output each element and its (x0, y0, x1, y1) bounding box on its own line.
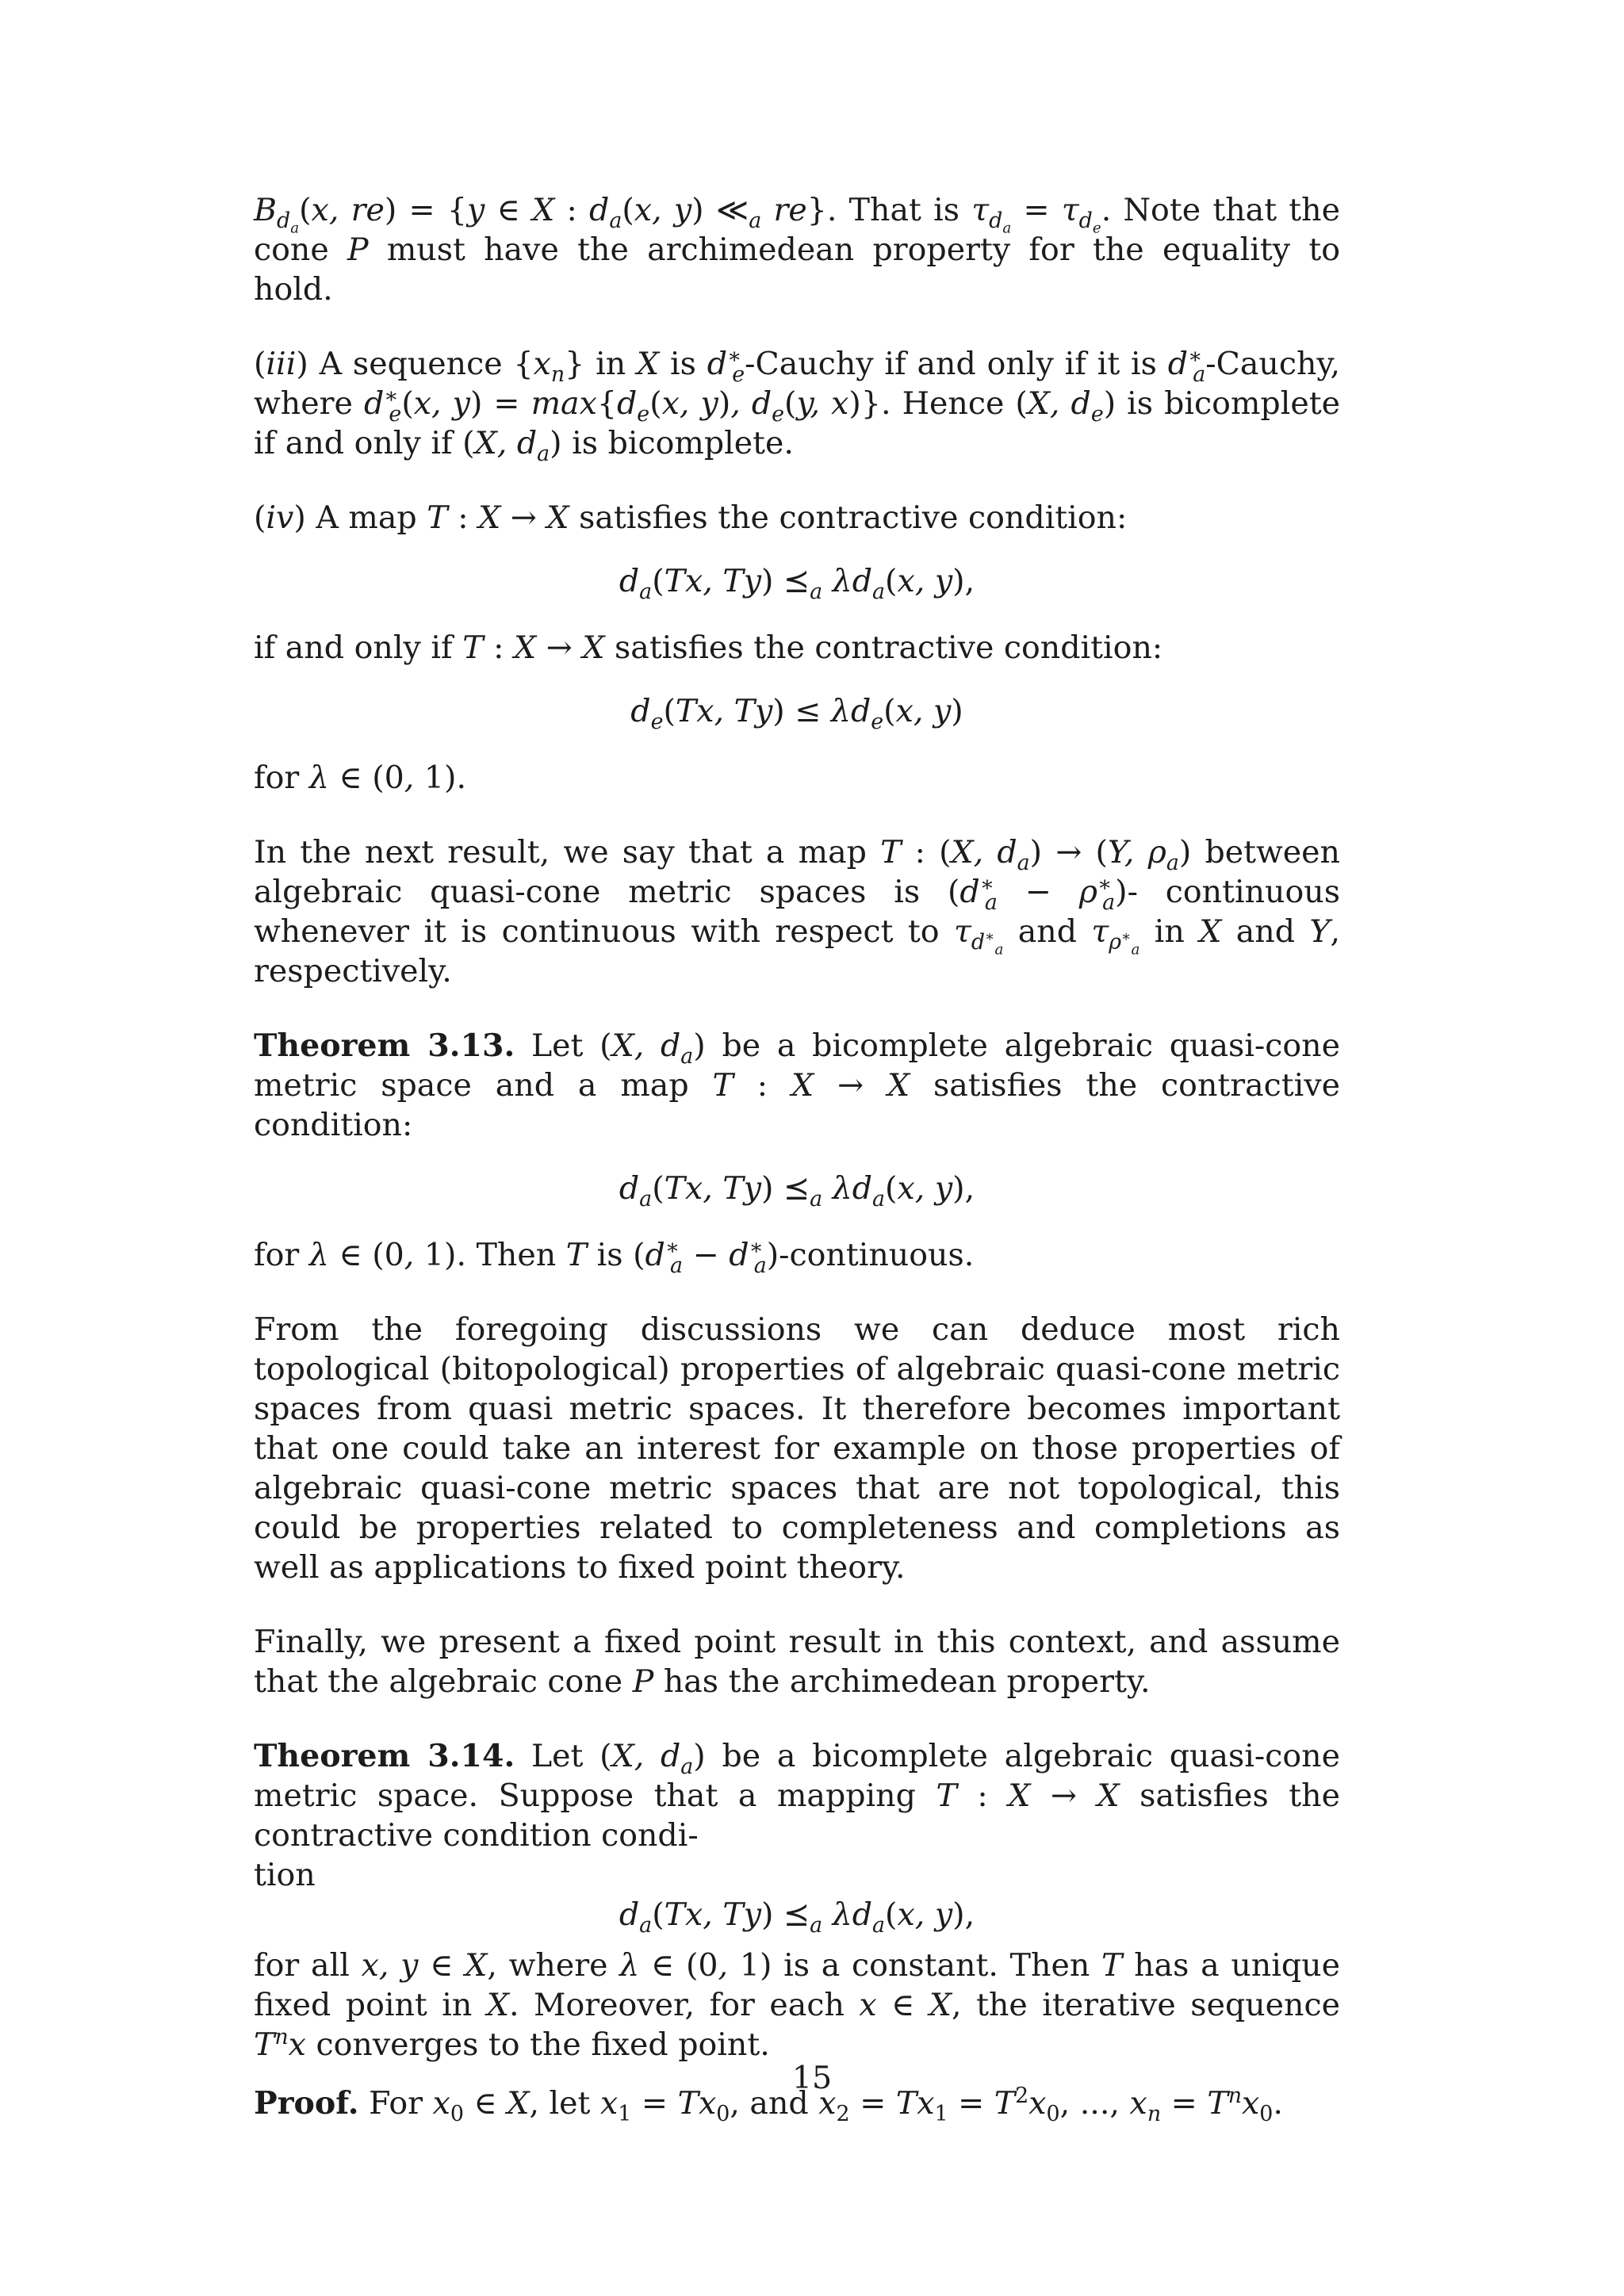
equation-theorem-3-13: $d_a(Tx$, Ty) $⪯_a$ $\lambda d_a(x$, y), (619, 1170, 975, 1211)
paragraph-lambda-range: for λ ∈ (0, 1). (254, 760, 467, 796)
proof: Proof. For $x_0$ ∈ X, let $x_1 = Tx_0$, and $x_2 = Tx_1 = T^2x_0$, ..., $x_n = T^nx_0$. (254, 2083, 1283, 2126)
page-body (254, 190, 1341, 2126)
paragraph-finally: Finally, we present a fixed point result in this context, and assume that the algebraic cone P has the archimedean property. (254, 1624, 1340, 1700)
proof-label: Proof. (254, 2085, 359, 2122)
paragraph-ball-definition: $B_{d_a}(x$, re) = {y ∈ X : $d_a(x$, y) $≪_a$ re}. That is $\tau_{d_a} = \tau_{d_e}$. Note that the cone P must have the archimedean property for the equality to hold. (254, 192, 1340, 308)
paragraph-item-iii: (iii) A sequence $\{x_n\}$ in X is $d^∗_e$-Cauchy if and only if it is $d^∗_a$-Cauchy, where $d^∗_e(x$, $y) = \max\{d_e(x$, y), $d_e(y$, x)}. Hence (X, $d_e$) is bicomplete if and only if (X, $d_a$) is bicomplete. (254, 343, 1341, 466)
theorem-3-14-label: Theorem 3.14. (254, 1738, 515, 1774)
equation-contractive-algebraic: $d_a(Tx$, Ty) $⪯_a$ $\lambda d_a(x$, y), (619, 563, 975, 604)
paragraph-item-iv: (iv) A map T : X → X satisfies the contractive condition: (254, 499, 1128, 536)
theorem-3-14: Theorem 3.14. Let (X, $d_a$) be a bicomplete algebraic quasi-cone metric space. Suppose that a mapping T : X → X satisfies the contractive condition condi- tion (254, 1738, 1340, 1893)
theorem-3-13: Theorem 3.13. Let (X, $d_a$) be a bicomplete algebraic quasi-cone metric space and a map T : X → X satisfies the contractive condition: (254, 1027, 1341, 1143)
paragraph-theorem-3-13-conclusion: for λ ∈ (0, 1). Then T is ($d^∗_a$ − $d^∗_a$)-continuous. (254, 1234, 975, 1278)
paragraph-theorem-3-14-conclusion: for all x, y ∈ X, where λ ∈ (0, 1) is a constant. Then T has a unique fixed point in X. Moreover, for each x ∈ X, the iterative sequence $T^nx$ converges to the fixed point. (254, 1947, 1340, 2063)
page-number: 15 (791, 2060, 833, 2096)
equation-theorem-3-14: $d_a(Tx$, Ty) $⪯_a$ $\lambda d_a(x$, y), (619, 1896, 975, 1938)
paragraph-if-and-only-if: if and only if T : X → X satisfies the contractive condition: (254, 629, 1163, 666)
paragraph-next-result: In the next result, we say that a map T : (X, $d_a) \to (Y$, $\rho_a$) between algebraic quasi-cone metric spaces is $(d^∗_a - \rho^∗_a)-$ continuous whenever it is continuous with respect to $\tau_{d^∗_a}$ and $\tau_{\rho^∗_a}$ in X and Y, respectively. (254, 834, 1341, 989)
theorem-3-13-label: Theorem 3.13. (254, 1027, 515, 1064)
paragraph-foregoing-discussion: From the foregoing discussions we can deduce most rich topological (bitopological) properties of algebraic quasi-cone metric spaces from quasi metric spaces. It therefore becomes important that one could take an interest for example on those properties of algebraic quasi-cone metric spaces that are not topological, this could be properties related to completeness and completions as well as applications to fixed point theory. (254, 1311, 1340, 1586)
equation-contractive-metric: $d_e(Tx$, $Ty) \le \lambda d_e(x$, y) (630, 693, 963, 734)
